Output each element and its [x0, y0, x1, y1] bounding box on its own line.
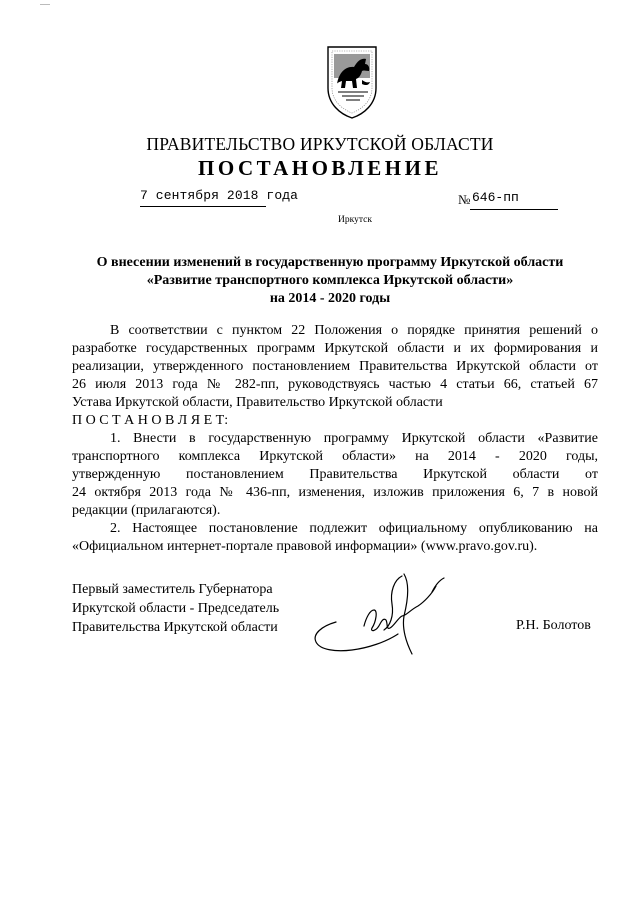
- document-number: 646-пп: [472, 190, 519, 205]
- date-underline: [140, 206, 266, 207]
- item-1-paragraph: [72, 430, 598, 520]
- signatory-title-line-1: Первый заместитель Губернатора: [72, 582, 273, 597]
- signatory-title-line-2: Иркутской области - Председатель: [72, 601, 280, 616]
- item1-line-5: редакции (прилагаются).: [72, 503, 221, 518]
- preamble-line-1: В соответствии с пунктом 22 Положения о порядке принятия решений о: [110, 323, 598, 338]
- scan-mark: [40, 4, 50, 5]
- item1-line-3: утвержденную постановлением Правительства Иркутской области от: [72, 467, 598, 482]
- item2-line-1: 2. Настоящее постановление подлежит официальному опубликованию на: [110, 521, 598, 536]
- preamble-line-4: 26 июля 2013 года № 282-пп, руководствуясь частью 4 статьи 66, статьей 67: [72, 377, 598, 392]
- preamble-line-3: реализации, утвержденного постановлением Правительства Иркутской области от: [72, 359, 598, 374]
- item2-line-2: «Официальном интернет-портале правовой информации» (www.pravo.gov.ru).: [72, 539, 538, 554]
- decree-word: П О С Т А Н О В Л Я Е Т:: [72, 413, 229, 428]
- document-type: ПОСТАНОВЛЕНИЕ: [198, 156, 442, 180]
- signatory-title-line-3: Правительства Иркутской области: [72, 620, 278, 635]
- signatory-title: [72, 580, 279, 637]
- document-title: [60, 254, 600, 308]
- organization-name: ПРАВИТЕЛЬСТВО ИРКУТСКОЙ ОБЛАСТИ: [146, 134, 494, 154]
- coat-of-arms-emblem: [324, 44, 380, 120]
- item1-line-2: транспортного комплекса Иркутской области» на 2014 - 2020 годы,: [72, 449, 598, 464]
- document-date: 7 сентября 2018 года: [140, 188, 299, 203]
- title-line-2: «Развитие транспортного комплекса Иркутской области»: [146, 273, 514, 288]
- city-name: Иркутск: [338, 215, 372, 225]
- title-line-1: О внесении изменений в государственную программу Иркутской области: [96, 255, 564, 270]
- item-2-paragraph: [72, 520, 598, 556]
- preamble-line-2: разработке государственных программ Иркутской области и их формирования и: [72, 341, 598, 356]
- item1-line-4: 24 октября 2013 года № 436-пп, изменения, изложив приложения 6, 7 в новой: [72, 485, 598, 500]
- number-label: №: [458, 192, 471, 207]
- preamble-line-5: Устава Иркутской области, Правительство Иркутской области: [72, 395, 443, 410]
- item1-line-1: 1. Внести в государственную программу Иркутской области «Развитие: [110, 431, 598, 446]
- handwritten-signature: [306, 570, 456, 665]
- number-underline: [470, 209, 558, 210]
- signatory-name: Р.Н. Болотов: [516, 618, 591, 633]
- preamble-paragraph: [72, 322, 598, 430]
- title-line-3: на 2014 - 2020 годы: [269, 291, 391, 306]
